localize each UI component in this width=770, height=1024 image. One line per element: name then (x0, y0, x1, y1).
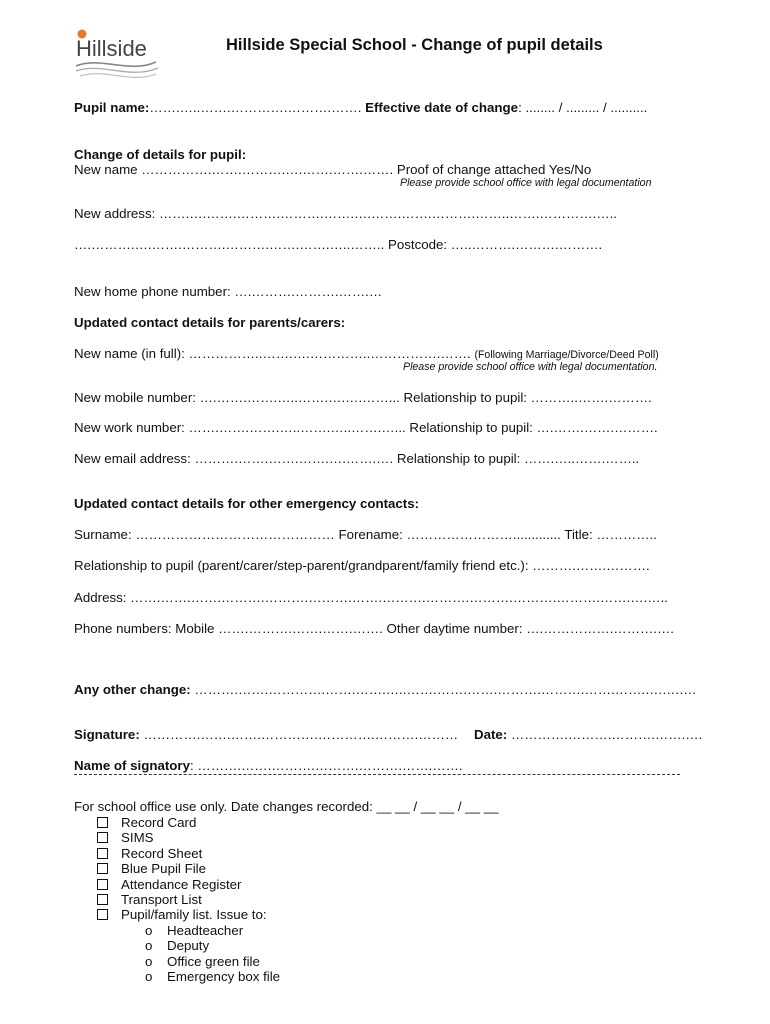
office-check-item[interactable]: Blue Pupil File (97, 861, 206, 876)
other-change-row[interactable] (74, 682, 696, 697)
other-change-label: Any other change: (74, 682, 191, 697)
office-heading: For school office use only. Date changes recorded: __ __ / __ __ / __ __ (74, 799, 499, 814)
logo-swoosh-icon (76, 62, 156, 66)
issue-to-item[interactable]: o Deputy (145, 938, 210, 953)
signatory-row[interactable] (74, 758, 463, 773)
checkbox[interactable] (97, 879, 108, 890)
office-divider (74, 774, 680, 775)
signatory-label: Name of signatory (74, 758, 191, 773)
checkbox[interactable] (97, 894, 108, 905)
issue-to-item[interactable]: o Emergency box file (145, 969, 281, 984)
signature-field[interactable]: ………….…….…….………….………….……….……… (139, 727, 459, 742)
logo-text: Hillside (76, 36, 147, 61)
mobile-number-field[interactable]: New mobile number: ….…….…….…..…….….….……... Relationship to pupil: ………..…….………. (74, 390, 652, 405)
email-address-field[interactable]: New email address: ……….…….…….…….….…….…. Relationship to pupil: …….…..…….…….. (74, 451, 640, 466)
emergency-phones-field[interactable]: Phone numbers: Mobile …….……….…….…….……. Other daytime number: ….…………….……….…. (74, 621, 674, 636)
office-check-item[interactable]: Record Sheet (97, 846, 202, 861)
new-name-field[interactable]: New name …………….…….……….….…….…….……. Proof of change attached Yes/No (74, 162, 592, 177)
bullet-icon: o (145, 923, 153, 938)
issue-to-item[interactable]: o Office green file (145, 954, 260, 969)
checkbox[interactable] (97, 817, 108, 828)
signature-date-label: Date: (474, 727, 508, 742)
hillside-logo (70, 26, 170, 86)
signatory-field[interactable]: : ……….…….……….……….……….…….……. (190, 758, 463, 773)
other-change-field[interactable]: ……….…….………….…….…….…..…….…….…….……….……….…….…….….….…. (190, 682, 697, 697)
change-heading: Change of details for pupil: (74, 147, 247, 162)
office-check-item[interactable]: SIMS (97, 830, 154, 845)
page-title: Hillside Special School - Change of pupil details (226, 36, 603, 54)
signature-date-row[interactable] (474, 727, 702, 742)
address-postcode-field[interactable]: ….……….….…….……….……….…….…….…..…….. Postcode: …..……….……….………. (74, 237, 603, 252)
signature-date-field[interactable]: ………….……….……….…….…. (507, 727, 703, 742)
home-phone-field[interactable]: New home phone number: ….……….……….…….… (74, 284, 383, 299)
checkbox[interactable] (97, 832, 108, 843)
pupil-name-row[interactable] (74, 100, 647, 115)
checkbox[interactable] (97, 909, 108, 920)
parent-name-field[interactable]: New name (in full): ……………..…….….…………..…………….……. (74, 346, 471, 361)
checkbox[interactable] (97, 848, 108, 859)
office-check-item[interactable]: Attendance Register (97, 877, 241, 892)
bullet-icon: o (145, 969, 153, 984)
name-change-reason: (Following Marriage/Divorce/Deed Poll) (474, 349, 659, 361)
emergency-heading: Updated contact details for other emergency contacts: (74, 496, 420, 511)
signature-label: Signature: (74, 727, 140, 742)
checkbox[interactable] (97, 863, 108, 874)
pupil-name-field[interactable]: …….…..…….………….……….……. (149, 100, 366, 115)
office-check-item[interactable]: Pupil/family list. Issue to: (97, 907, 267, 922)
signature-row[interactable] (74, 727, 458, 742)
work-number-field[interactable]: New work number: …….…….…….…..…….…..…….…... Relationship to pupil: ….…….…….………. (74, 420, 658, 435)
emergency-names-field[interactable]: Surname: ……………………………………… Forename: ……………………............. Title: ………….. (74, 527, 657, 542)
bullet-icon: o (145, 954, 153, 969)
pupil-name-label: Pupil name: (74, 100, 150, 115)
emergency-address-field[interactable]: Address: …….…….…….……….……….……….…….……….……….……….……….……….…….….….. (74, 590, 668, 605)
parents-heading: Updated contact details for parents/carers: (74, 315, 346, 330)
parent-name-row[interactable] (74, 346, 659, 361)
effective-date-label: Effective date of change (365, 100, 519, 115)
effective-date-field[interactable]: : ........ / ......... / .......... (518, 100, 648, 115)
office-check-item[interactable]: Record Card (97, 815, 196, 830)
new-address-field[interactable]: New address: …….….…….……….……….…….….…….…….……….……..…….………….….. (74, 206, 618, 221)
office-check-item[interactable]: Transport List (97, 892, 202, 907)
bullet-icon: o (145, 938, 153, 953)
parent-legal-doc-note: Please provide school office with legal documentation. (403, 361, 658, 373)
emergency-relationship-field[interactable]: Relationship to pupil (parent/carer/step-parent/grandparent/family friend etc.): ……….…….………. (74, 558, 650, 573)
legal-doc-note: Please provide school office with legal documentation (400, 177, 652, 189)
issue-to-item[interactable]: o Headteacher (145, 923, 244, 938)
